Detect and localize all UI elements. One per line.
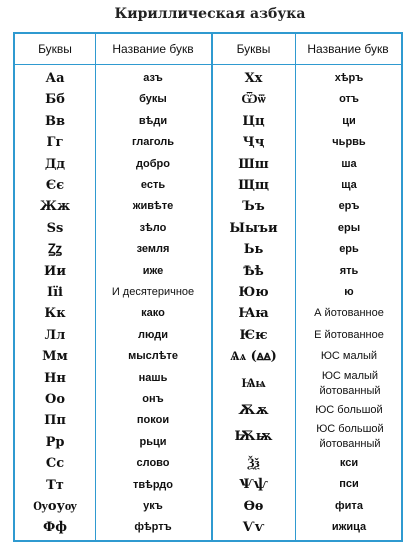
letter-name: отъ [339,93,359,106]
letter-name: ща [341,179,357,191]
letter-name: добро [136,157,170,170]
cyrillic-letter: Ҷҷ [242,135,265,151]
cyrillic-letter: Ыыъи [229,220,278,236]
cyrillic-letter: Лл [44,327,66,343]
cyrillic-letter: Кк [44,306,66,322]
cyrillic-letter: Бб [45,92,65,108]
cyrillic-letter: Ъъ [242,199,265,215]
cyrillic-letter: Ѥѥ [239,327,268,343]
letter-name: чьрвь [332,136,366,149]
cyrillic-letter: Ѵѵ [242,520,265,536]
letter-name: мыслѣте [128,350,178,363]
letter-name: рьци [139,435,167,448]
letter-name: хѣръ [334,72,364,84]
cyrillic-letter: Шш [238,156,269,172]
letter-name: пси [339,478,359,491]
cyrillic-letter: Юю [238,285,269,300]
header-letters-right: Буквы [236,42,271,56]
letter-name: фѣртъ [134,521,172,534]
cyrillic-letter: Ии [44,263,66,279]
letter-name: ю [344,286,354,298]
letter-name: слово [136,457,170,470]
cyrillic-letter: Гг [46,135,64,151]
cyrillic-letter: Іїі [47,285,63,300]
letter-name: ерь [339,243,359,256]
cyrillic-letter: Тт [46,477,64,493]
cyrillic-letter: Ѩѩ [241,375,266,391]
letter-name: ять [339,264,359,277]
cyrillic-letter: Ѯѯ [247,456,260,471]
letter-name: како [141,307,165,320]
cyrillic-letter: Сс [45,456,65,472]
letter-name: кси [339,457,359,469]
cyrillic-letter: Ꙗꙗ [238,306,269,322]
cyrillic-letter: Дд [44,156,66,172]
header-letters-left: Буквы [38,42,72,56]
letter-name: И десятеричное [111,286,195,298]
letter-name: люди [138,328,168,341]
cyrillic-letter: Ѣѣ [243,263,264,279]
letter-name: вѣди [138,114,168,127]
cyrillic-letter: Ѫѫ [238,402,269,418]
cyrillic-letter: Ьь [243,242,264,258]
letter-name: ижица [331,521,367,534]
letter-name: еръ [338,200,360,213]
letter-name: глаголь [131,136,175,149]
cyrillic-letter: Цц [242,113,265,129]
cyrillic-letter: Ѳѳ [243,498,264,514]
cyrillic-letter: Ѭѭ [234,429,273,444]
cyrillic-letter: Ѿѿ [241,92,266,108]
cyrillic-letter: Ꙁꙁ [48,242,62,258]
cyrillic-letter: Рр [45,434,65,450]
cyrillic-letter: Щщ [238,178,269,193]
letter-name: ЮС малый [320,350,378,363]
cyrillic-letter: Ѱѱ [239,477,268,493]
letter-name: А йотованное [314,307,384,320]
cyrillic-letter: Ѧѧ (ꙙꙙ) [230,349,277,365]
letter-name: ЮС малый йотованный [319,369,381,397]
cyrillic-letter: Хх [244,71,263,86]
cyrillic-letter: Жж [39,199,71,215]
letter-name: земля [136,243,170,256]
header-names-left: Название букв [112,42,194,56]
letter-name: покои [136,414,170,427]
letter-name: азъ [143,72,163,84]
alphabet-table [13,32,403,542]
letter-name: зѣло [139,221,167,234]
letter-name: ци [342,114,356,127]
cyrillic-letter: Пп [44,413,66,429]
table-title: Кириллическая азбука [114,6,306,22]
cyrillic-letter: Єє [45,178,65,193]
letter-name: ЮС большой йотованный [316,423,384,450]
cyrillic-letter: Оо [45,392,65,407]
letter-name: ша [341,157,357,170]
cyrillic-letter: Ѕѕ [46,220,64,236]
cyrillic-letter: Нн [44,370,66,386]
cyrillic-letter: Вв [44,113,66,129]
letter-name: есть [140,179,166,191]
letter-name: ЮС большой [315,403,383,416]
letter-name: букы [139,93,167,106]
letter-name: иже [142,264,164,277]
letter-name: онъ [142,393,164,405]
column-divider [295,34,296,540]
letter-name: еры [337,221,361,234]
letter-name: фита [335,499,363,512]
header-names-right: Название букв [307,42,389,56]
cyrillic-letter: Ѹоуѹ [33,499,77,514]
header-divider [15,64,401,65]
cyrillic-letter: Аа [45,71,65,86]
letter-name: укъ [143,500,163,512]
cyrillic-letter: Фф [42,520,68,536]
letter-name: Е йотованное [314,328,384,341]
letter-name: твѣрдо [132,478,174,491]
letter-name: нашь [138,371,168,384]
letter-name: живѣте [132,200,174,213]
cyrillic-letter: Мм [42,349,68,365]
